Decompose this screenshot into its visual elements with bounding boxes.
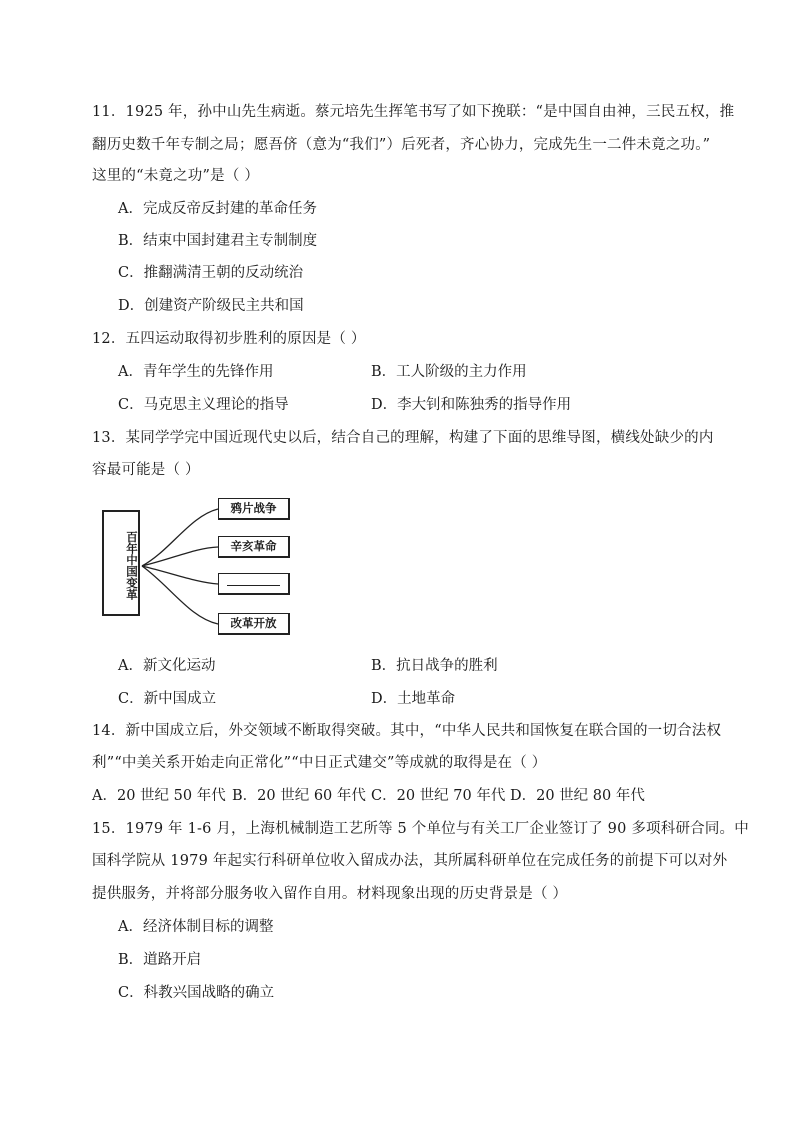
q13-option-b[interactable]: B．抗日战争的胜利 (371, 658, 498, 674)
mind-map-leaf-opium-war: 鸦片战争 (218, 498, 290, 520)
q11-stem-line-2: 翻历史数千年专制之局；愿吾侪（意为“我们”）后死者，齐心协力，完成先生一二件未竟之功。” (92, 137, 711, 153)
q15-option-c[interactable]: C．科教兴国战略的确立 (118, 985, 275, 1001)
mind-map-leaf-xinhai-revolution: 辛亥革命 (218, 536, 290, 558)
q14-stem-line-1: 14．新中国成立后，外交领域不断取得突破。其中，“中华人民共和国恢复在联合国的一切合法权 (92, 723, 722, 739)
mind-map-root-label: 百年中国变革 (125, 530, 139, 600)
mind-map-leaf-blank (218, 573, 290, 595)
q13-option-d[interactable]: D．土地革命 (371, 691, 456, 707)
q13-stem-line-2: 容最可能是（ ） (92, 462, 200, 478)
q15-stem-line-1: 15．1979 年 1-6 月，上海机械制造工艺所等 5 个单位与有关工厂企业签订了 90 多项科研合同。中 (92, 821, 749, 837)
q14-option-d[interactable]: D．20 世纪 80 年代 (510, 788, 645, 804)
q14-option-b[interactable]: B．20 世纪 60 年代 (232, 788, 366, 804)
mind-map (100, 496, 295, 636)
q11-stem-line-3: 这里的“未竟之功”是（ ） (92, 168, 260, 184)
q13-option-a[interactable]: A．新文化运动 (118, 658, 216, 674)
q12-option-b[interactable]: B．工人阶级的主力作用 (371, 364, 527, 380)
q11-option-d[interactable]: D．创建资产阶级民主共和国 (118, 298, 304, 314)
mind-map-blank-underline (227, 585, 280, 586)
q12-option-d[interactable]: D．李大钊和陈独秀的指导作用 (371, 397, 572, 413)
mind-map-leaf-reform-opening: 改革开放 (218, 613, 290, 635)
q12-stem: 12．五四运动取得初步胜利的原因是（ ） (92, 331, 366, 347)
q11-option-b[interactable]: B．结束中国封建君主专制制度 (118, 233, 318, 249)
q11-option-c[interactable]: C．推翻满清王朝的反动统治 (118, 265, 304, 281)
q13-stem-line-1: 13．某同学学完中国近现代史以后，结合自己的理解，构建了下面的思维导图，横线处缺少的内 (92, 430, 714, 446)
q14-stem-line-2: 利”“中美关系开始走向正常化”“中日正式建交”等成就的取得是在（ ） (92, 755, 547, 771)
q14-option-a[interactable]: A．20 世纪 50 年代 (92, 788, 226, 804)
q15-stem-line-2: 国科学院从 1979 年起实行科研单位收入留成办法，其所属科研单位在完成任务的前提下可以对外 (92, 853, 728, 869)
q15-option-b[interactable]: B．道路开启 (118, 952, 202, 968)
q12-option-c[interactable]: C．马克思主义理论的指导 (118, 397, 289, 413)
q15-option-a[interactable]: A．经济体制目标的调整 (118, 919, 274, 935)
q13-option-c[interactable]: C．新中国成立 (118, 691, 217, 707)
q15-stem-line-3: 提供服务，并将部分服务收入留作自用。材料现象出现的历史背景是（ ） (92, 886, 568, 902)
q11-stem-line-1: 11．1925 年，孙中山先生病逝。蔡元培先生挥笔书写了如下挽联：“是中国自由神，三民五权，推 (92, 104, 735, 120)
q14-option-c[interactable]: C．20 世纪 70 年代 (371, 788, 506, 804)
mind-map-root (102, 510, 140, 616)
q11-option-a[interactable]: A．完成反帝反封建的革命任务 (118, 201, 317, 217)
q12-option-a[interactable]: A．青年学生的先锋作用 (118, 364, 274, 380)
